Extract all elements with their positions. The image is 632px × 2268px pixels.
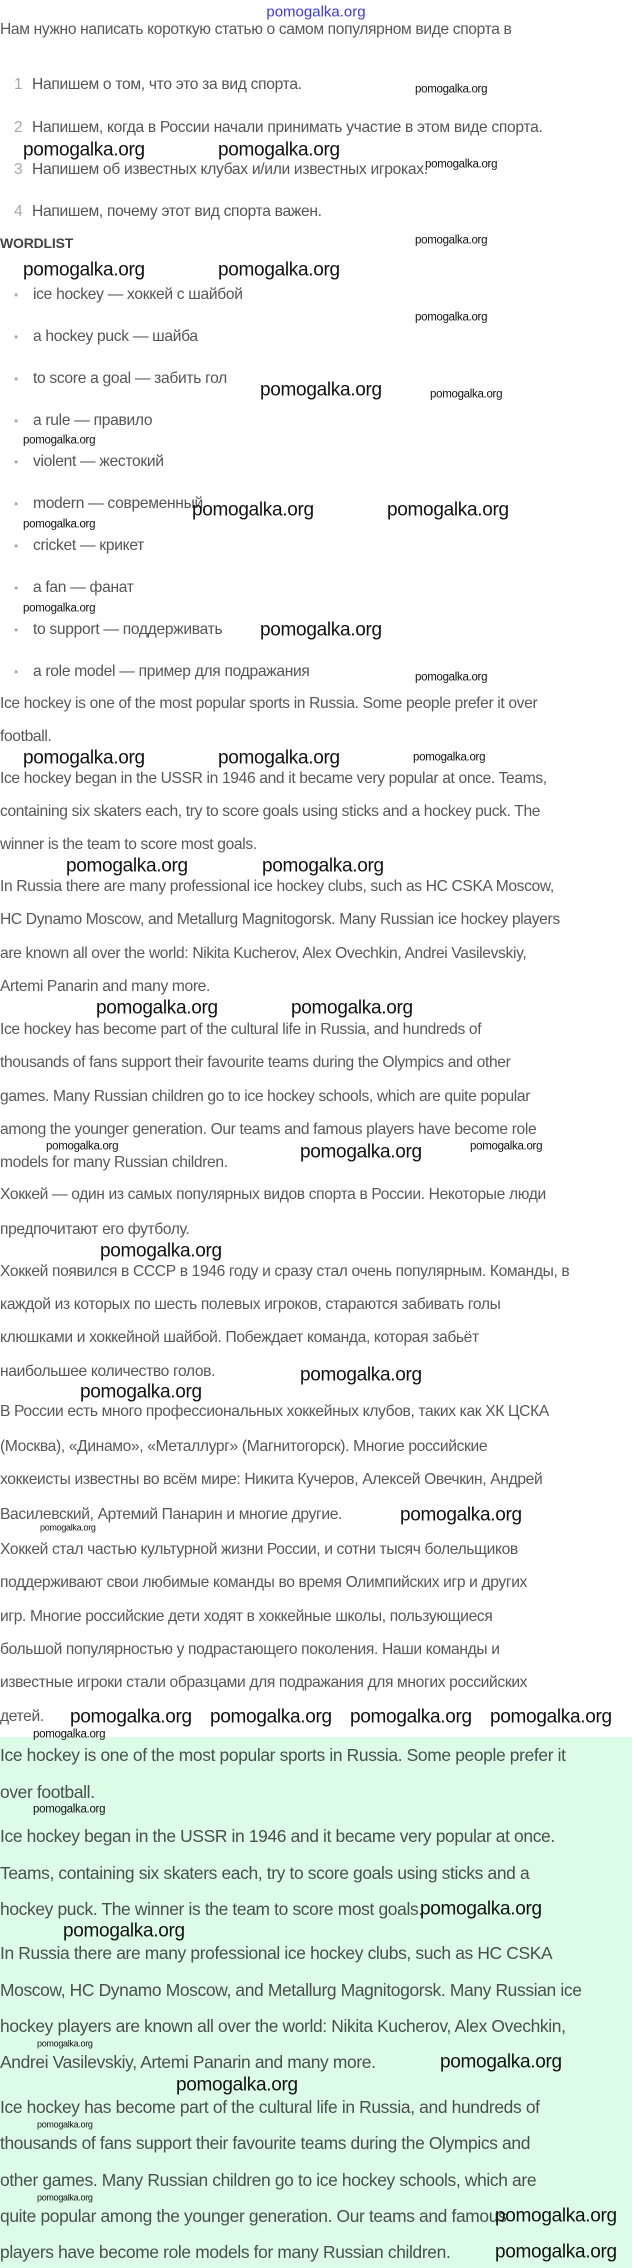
wordlist-item-text: a fan — фанат <box>33 579 134 596</box>
watermark-text: pomogalka.org <box>66 855 188 877</box>
watermark-text: pomogalka.org <box>37 2038 93 2049</box>
wordlist-heading: WORDLIST <box>0 235 74 251</box>
bullet-icon: • <box>14 539 18 553</box>
watermark-text: pomogalka.org <box>430 388 503 401</box>
watermark-text: pomogalka.org <box>350 1706 472 1728</box>
watermark-text: pomogalka.org <box>33 1728 106 1741</box>
russian-paragraph-line: каждой из которых по шесть полевых игроков, стараются забивать голы <box>0 1296 501 1313</box>
english-paragraph-line: models for many Russian children. <box>0 1154 228 1171</box>
wordlist-item <box>14 327 198 347</box>
watermark-text: pomogalka.org <box>37 2119 93 2130</box>
watermark-text: pomogalka.org <box>210 1706 332 1728</box>
task-text: Напишем, почему этот вид спорта важен. <box>32 203 322 220</box>
answer-paragraph-line: Andrei Vasilevskiy, Artemi Panarin and many more. <box>0 2052 376 2072</box>
answer-paragraph-line: In Russia there are many professional ice hockey clubs, such as HC CSKA <box>0 1943 553 1963</box>
wordlist-item <box>14 578 134 598</box>
wordlist-item-text: to score a goal — забить гол <box>33 370 227 387</box>
watermark-text: pomogalka.org <box>420 1898 542 1920</box>
english-paragraph-line: In Russia there are many professional ice hockey clubs, such as HC CSKA Moscow, <box>0 878 554 895</box>
watermark-text: pomogalka.org <box>23 259 145 281</box>
wordlist-item <box>14 620 222 640</box>
russian-paragraph-line: игр. Многие российские дети ходят в хоккейные школы, пользующиеся <box>0 1608 493 1625</box>
english-paragraph-line: thousands of fans support their favourite teams during the Olympics and other <box>0 1054 511 1071</box>
wordlist-item <box>14 452 164 472</box>
russian-paragraph-line: В России есть много профессиональных хоккейных клубов, таких как ХК ЦСКА <box>0 1403 549 1420</box>
watermark-text: pomogalka.org <box>40 1522 96 1533</box>
english-paragraph-line: football. <box>0 728 52 745</box>
bullet-icon: • <box>14 497 18 511</box>
answer-paragraph-line: Ice hockey began in the USSR in 1946 and it became very popular at once. <box>0 1826 555 1846</box>
watermark-text: pomogalka.org <box>415 311 488 324</box>
english-paragraph-line: HC Dynamo Moscow, and Metallurg Magnitogorsk. Many Russian ice hockey players <box>0 911 560 928</box>
answer-paragraph-line: Moscow, HC Dynamo Moscow, and Metallurg Magnitogorsk. Many Russian ice <box>0 1980 582 2000</box>
watermark-text: pomogalka.org <box>33 1803 106 1816</box>
watermark-text: pomogalka.org <box>415 234 488 247</box>
watermark-text: pomogalka.org <box>46 1140 119 1153</box>
watermark-text: pomogalka.org <box>440 2051 562 2073</box>
answer-paragraph-line: thousands of fans support their favourite teams during the Olympics and <box>0 2133 531 2153</box>
english-paragraph-line: containing six skaters each, try to score goals using sticks and a hockey puck. The <box>0 803 541 820</box>
bullet-icon: • <box>14 330 18 344</box>
russian-paragraph-line: хоккеисты известны во всём мире: Никита Кучеров, Алексей Овечкин, Андрей <box>0 1471 543 1488</box>
english-paragraph-line: games. Many Russian children go to ice hockey schools, which are quite popular <box>0 1088 531 1105</box>
watermark-text: pomogalka.org <box>23 747 145 769</box>
watermark-text: pomogalka.org <box>37 2192 93 2203</box>
english-paragraph-line: winner is the team to score most goals. <box>0 836 257 853</box>
wordlist-item-text: a rule — правило <box>33 412 153 429</box>
english-paragraph-line: Ice hockey has become part of the cultural life in Russia, and hundreds of <box>0 1021 482 1038</box>
bullet-icon: • <box>14 372 18 386</box>
watermark-text: pomogalka.org <box>70 1706 192 1728</box>
wordlist-item <box>14 369 227 389</box>
russian-paragraph-line: Хоккей появился в СССР в 1946 году и сразу стал очень популярным. Команды, в <box>0 1263 570 1280</box>
wordlist-item <box>14 285 243 305</box>
watermark-text: pomogalka.org <box>495 2241 617 2263</box>
watermark-text: pomogalka.org <box>425 158 498 171</box>
task-text: Напишем, когда в России начали принимать участие в этом виде спорта. <box>32 119 543 136</box>
watermark-text: pomogalka.org <box>23 434 96 447</box>
watermark-text: pomogalka.org <box>495 2205 617 2227</box>
bullet-icon: • <box>14 623 18 637</box>
watermark-text: pomogalka.org <box>490 1706 612 1728</box>
watermark-text: pomogalka.org <box>80 1381 202 1403</box>
watermark-text: pomogalka.org <box>176 2074 298 2096</box>
task-number: 3 <box>14 161 23 178</box>
russian-paragraph-line: Хоккей стал частью культурной жизни России, и сотни тысяч болельщиков <box>0 1541 518 1558</box>
watermark-text: pomogalka.org <box>415 671 488 684</box>
wordlist-item-text: to support — поддерживать <box>33 621 223 638</box>
answer-paragraph-line: Teams, containing six skaters each, try to score goals using sticks and a <box>0 1863 530 1883</box>
english-paragraph-line: Artemi Panarin and many more. <box>0 978 210 995</box>
russian-paragraph-line: детей. <box>0 1708 44 1725</box>
watermark-text: pomogalka.org <box>262 855 384 877</box>
answer-paragraph-line: quite popular among the younger generation. Our teams and famous <box>0 2206 507 2226</box>
watermark-text: pomogalka.org <box>100 1240 222 1262</box>
answer-paragraph-line: Ice hockey is one of the most popular sports in Russia. Some people prefer it <box>0 1745 566 1765</box>
answer-paragraph-line: players have become role models for many Russian children. <box>0 2242 451 2262</box>
wordlist-item-text: a hockey puck — шайба <box>33 328 198 345</box>
russian-paragraph-line: Василевский, Артемий Панарин и многие другие. <box>0 1506 343 1523</box>
bullet-icon: • <box>14 665 18 679</box>
watermark-text: pomogalka.org <box>260 619 382 641</box>
header-watermark: pomogalka.org <box>266 3 366 21</box>
watermark-text: pomogalka.org <box>413 751 486 764</box>
watermark-text: pomogalka.org <box>23 518 96 531</box>
russian-paragraph-line: наибольшее количество голов. <box>0 1363 216 1380</box>
wordlist-item <box>14 411 152 431</box>
task-text: Напишем об известных клубах и/или известных игроках. <box>32 161 428 178</box>
russian-paragraph-line: клюшками и хоккейной шайбой. Побеждает команда, которая забьёт <box>0 1329 479 1346</box>
task-number: 2 <box>14 119 23 136</box>
answer-paragraph-line: hockey puck. The winner is the team to score most goals. <box>0 1899 423 1919</box>
answer-paragraph-line: over football. <box>0 1782 95 1802</box>
watermark-text: pomogalka.org <box>96 997 218 1019</box>
russian-paragraph-line: Хоккей — один из самых популярных видов спорта в России. Некоторые люди <box>0 1186 546 1203</box>
watermark-text: pomogalka.org <box>192 499 314 521</box>
task-number: 1 <box>14 76 23 93</box>
bullet-icon: • <box>14 581 18 595</box>
wordlist-item <box>14 536 144 556</box>
english-paragraph-line: among the younger generation. Our teams and famous players have become role <box>0 1121 537 1138</box>
wordlist-item-text: ice hockey — хоккей с шайбой <box>33 286 243 303</box>
answer-paragraph-line: other games. Many Russian children go to ice hockey schools, which are <box>0 2170 537 2190</box>
wordlist-item <box>14 494 203 514</box>
watermark-text: pomogalka.org <box>300 1141 422 1163</box>
english-paragraph-line: are known all over the world: Nikita Kucherov, Alex Ovechkin, Andrei Vasilevskiy, <box>0 945 527 962</box>
task-item <box>14 118 543 138</box>
bullet-icon: • <box>14 455 18 469</box>
watermark-text: pomogalka.org <box>23 139 145 161</box>
answer-paragraph-line: hockey players are known all over the world: Nikita Kucherov, Alex Ovechkin, <box>0 2016 566 2036</box>
watermark-text: pomogalka.org <box>218 259 340 281</box>
task-number: 4 <box>14 203 23 220</box>
russian-paragraph-line: большой популярностью у подрастающего поколения. Наши команды и <box>0 1641 500 1658</box>
watermark-text: pomogalka.org <box>23 602 96 615</box>
intro-text: Нам нужно написать короткую статью о самом популярном виде спорта в <box>0 21 512 38</box>
wordlist-item-text: violent — жестокий <box>33 453 164 470</box>
russian-paragraph-line: известные игроки стали образцами для подражания для многих российских <box>0 1674 528 1691</box>
task-text: Напишем о том, что это за вид спорта. <box>32 76 302 93</box>
english-paragraph-line: Ice hockey is one of the most popular sports in Russia. Some people prefer it over <box>0 695 538 712</box>
watermark-text: pomogalka.org <box>300 1364 422 1386</box>
task-item <box>14 75 302 95</box>
watermark-text: pomogalka.org <box>63 1920 185 1942</box>
answer-paragraph-line: Ice hockey has become part of the cultural life in Russia, and hundreds of <box>0 2097 540 2117</box>
task-item <box>14 160 428 180</box>
watermark-text: pomogalka.org <box>387 499 509 521</box>
russian-paragraph-line: (Москва), «Динамо», «Металлург» (Магнитогорск). Многие российские <box>0 1438 488 1455</box>
wordlist-item <box>14 662 310 682</box>
wordlist-item-text: a role model — пример для подражания <box>33 663 310 680</box>
watermark-text: pomogalka.org <box>218 139 340 161</box>
task-item <box>14 202 322 222</box>
russian-paragraph-line: поддерживают свои любимые команды во время Олимпийских игр и других <box>0 1574 528 1591</box>
russian-paragraph-line: предпочитают его футболу. <box>0 1221 190 1238</box>
watermark-text: pomogalka.org <box>291 997 413 1019</box>
bullet-icon: • <box>14 414 18 428</box>
english-paragraph-line: Ice hockey began in the USSR in 1946 and it became very popular at once. Teams, <box>0 770 547 787</box>
watermark-text: pomogalka.org <box>260 379 382 401</box>
watermark-text: pomogalka.org <box>218 747 340 769</box>
bullet-icon: • <box>14 288 18 302</box>
wordlist-item-text: modern — современный <box>33 495 203 512</box>
watermark-text: pomogalka.org <box>415 83 488 96</box>
watermark-text: pomogalka.org <box>470 1140 543 1153</box>
watermark-text: pomogalka.org <box>400 1504 522 1526</box>
wordlist-item-text: cricket — крикет <box>33 537 145 554</box>
